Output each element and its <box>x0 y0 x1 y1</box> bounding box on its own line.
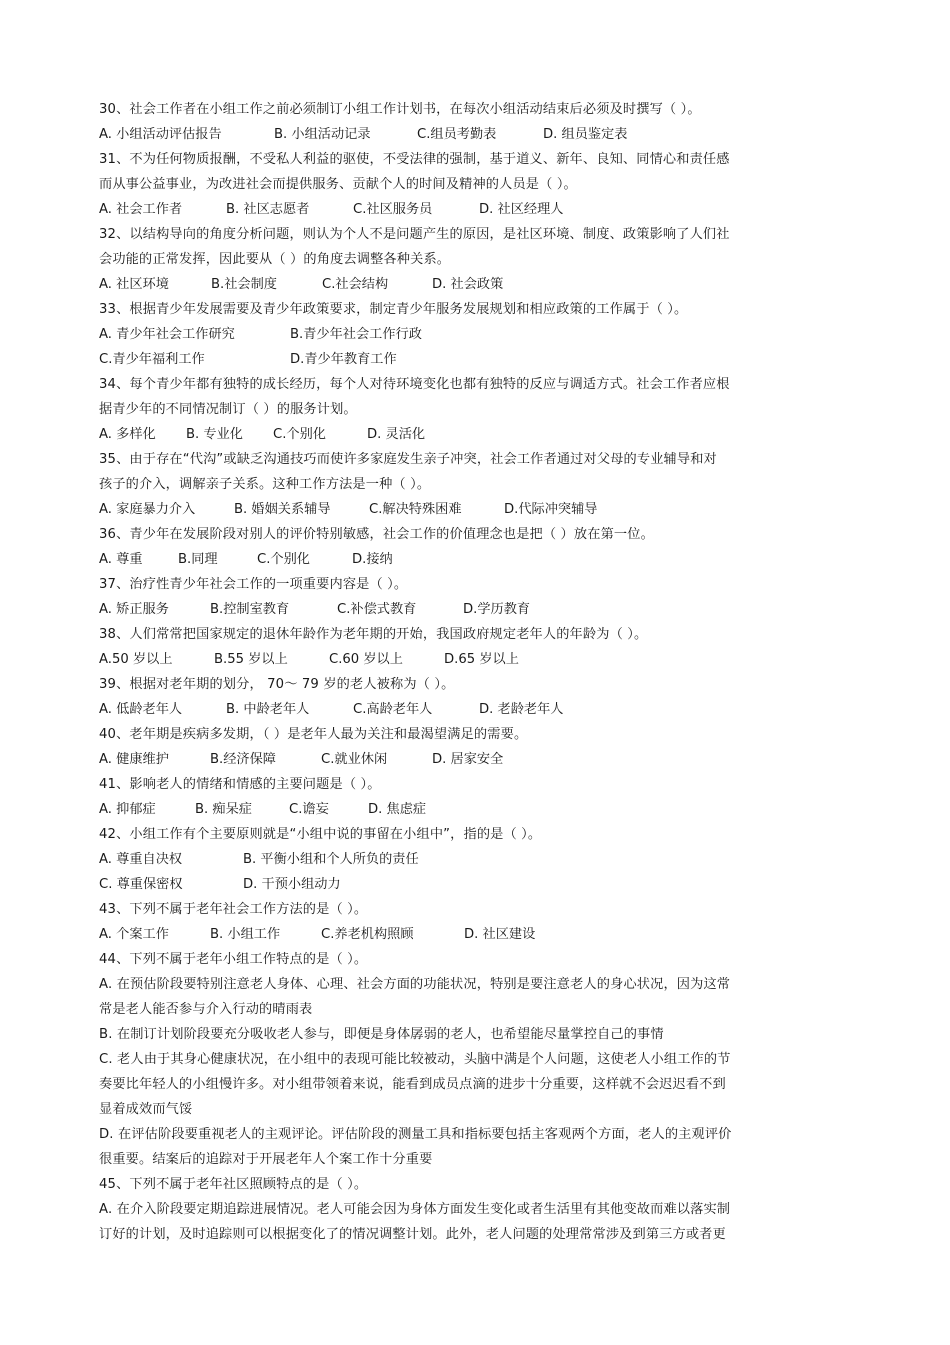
option-b: B. 专业化 <box>186 427 243 442</box>
option-text: A. 在预估阶段要特别注意老人身体、心理、社会方面的功能状况，特别是要注意老人的身心状况，因为这常 <box>99 977 731 992</box>
option-d: D. 干预小组动力 <box>243 877 341 892</box>
option-text: D. 在评估阶段要重视老人的主观评论。评估阶段的测量工具和指标要包括主客观两个方面，老人的主观评价 <box>99 1127 732 1142</box>
option-a: A. 矫正服务 <box>99 602 169 617</box>
option-text: 显着成效而气馁 <box>99 1102 193 1117</box>
option-d: D.65 岁以上 <box>444 652 519 667</box>
option-row <box>99 747 819 772</box>
option-row <box>99 847 819 872</box>
option-b: B. 社区志愿者 <box>226 202 310 217</box>
question-34 <box>99 372 819 447</box>
question-text: 43、下列不属于老年社会工作方法的是（ ）。 <box>99 902 368 917</box>
option-text: 很重要。结案后的追踪对于开展老年人个案工作十分重要 <box>99 1152 433 1167</box>
question-35 <box>99 447 819 522</box>
question-text: 会功能的正常发挥，因此要从（ ）的角度去调整各种关系。 <box>99 252 451 267</box>
question-44 <box>99 947 819 1172</box>
question-text: 据青少年的不同情况制订（ ）的服务计划。 <box>99 402 357 417</box>
option-a: A. 青少年社会工作研究 <box>99 327 235 342</box>
option-c: C.就业休闲 <box>321 752 388 767</box>
option-c: C.组员考勤表 <box>417 127 497 142</box>
question-text: 36、青少年在发展阶段对别人的评价特别敏感，社会工作的价值理念也是把（ ）放在第一位。 <box>99 527 654 542</box>
question-text: 42、小组工作有个主要原则就是“小组中说的事留在小组中”，指的是（ ）。 <box>99 827 542 842</box>
option-row <box>99 422 819 447</box>
option-c: C. 尊重保密权 <box>99 877 183 892</box>
question-text: 而从事公益事业，为改进社会而提供服务、贡献个人的时间及精神的人员是（ ）。 <box>99 177 577 192</box>
option-row <box>99 272 819 297</box>
option-d: D.青少年教育工作 <box>290 352 397 367</box>
option-row <box>99 597 819 622</box>
option-row <box>99 872 819 897</box>
option-a: A.50 岁以上 <box>99 652 173 667</box>
option-b: B.青少年社会工作行政 <box>290 327 422 342</box>
question-32 <box>99 222 819 297</box>
option-c: C.社会结构 <box>322 277 389 292</box>
question-text: 45、下列不属于老年社区照顾特点的是（ ）。 <box>99 1177 368 1192</box>
question-text: 38、人们常常把国家规定的退休年龄作为老年期的开始，我国政府规定老年人的年龄为（ ）。 <box>99 627 648 642</box>
option-d: D. 社会政策 <box>432 277 504 292</box>
option-row <box>99 647 819 672</box>
option-row <box>99 122 819 147</box>
option-row <box>99 797 819 822</box>
option-row <box>99 322 819 347</box>
option-row <box>99 347 819 372</box>
option-a: A. 小组活动评估报告 <box>99 127 222 142</box>
question-30 <box>99 97 819 147</box>
option-row <box>99 497 819 522</box>
option-a: A. 家庭暴力介入 <box>99 502 196 517</box>
option-b: B. 痴呆症 <box>195 802 252 817</box>
option-c: C.个别化 <box>257 552 310 567</box>
option-d: D. 焦虑症 <box>368 802 427 817</box>
option-d: D.代际冲突辅导 <box>504 502 598 517</box>
option-b: B.社会制度 <box>211 277 277 292</box>
option-row <box>99 922 819 947</box>
question-text: 34、每个青少年都有独特的成长经历，每个人对待环境变化也都有独特的反应与调适方式。社会工作者应根 <box>99 377 730 392</box>
option-d: D. 老龄老年人 <box>479 702 564 717</box>
option-a: A. 低龄老年人 <box>99 702 183 717</box>
option-b: B. 平衡小组和个人所负的责任 <box>243 852 419 867</box>
option-b: B. 婚姻关系辅导 <box>234 502 331 517</box>
question-40 <box>99 722 819 772</box>
question-31 <box>99 147 819 222</box>
question-text: 30、社会工作者在小组工作之前必须制订小组工作计划书，在每次小组活动结束后必须及时撰写（ ）。 <box>99 102 701 117</box>
question-42 <box>99 822 819 897</box>
option-c: C.60 岁以上 <box>329 652 403 667</box>
option-c: C.高龄老年人 <box>353 702 433 717</box>
option-text: B. 在制订计划阶段要充分吸收老人参与，即便是身体孱弱的老人，也希望能尽量掌控自己的事情 <box>99 1027 664 1042</box>
option-b: B. 小组活动记录 <box>274 127 371 142</box>
option-d: D. 社区经理人 <box>479 202 564 217</box>
option-c: C.青少年福利工作 <box>99 352 205 367</box>
option-c: C.养老机构照顾 <box>321 927 414 942</box>
option-b: B.55 岁以上 <box>214 652 288 667</box>
option-text: A. 在介入阶段要定期追踪进展情况。老人可能会因为身体方面发生变化或者生活里有其他变故而难以落实制 <box>99 1202 731 1217</box>
question-text: 31、不为任何物质报酬，不受私人利益的驱使，不受法律的强制，基于道义、新年、良知、同情心和责任感 <box>99 152 730 167</box>
option-b: B. 小组工作 <box>210 927 281 942</box>
question-43 <box>99 897 819 947</box>
option-c: C.解决特殊困难 <box>369 502 462 517</box>
option-row <box>99 197 819 222</box>
option-c: C.个别化 <box>273 427 326 442</box>
option-a: A. 社会工作者 <box>99 202 183 217</box>
question-45 <box>99 1172 819 1247</box>
question-text: 33、根据青少年发展需要及青少年政策要求，制定青少年服务发展规划和相应政策的工作属于（ ）。 <box>99 302 688 317</box>
option-a: A. 尊重 <box>99 552 143 567</box>
question-41 <box>99 772 819 822</box>
option-b: B.经济保障 <box>210 752 276 767</box>
question-38 <box>99 622 819 672</box>
question-text: 39、根据对老年期的划分， 70～ 79 岁的老人被称为（ ）。 <box>99 677 455 692</box>
question-text: 41、影响老人的情绪和情感的主要问题是（ ）。 <box>99 777 381 792</box>
exam-page <box>99 97 819 1247</box>
option-a: A. 多样化 <box>99 427 156 442</box>
option-row <box>99 697 819 722</box>
option-a: A. 抑郁症 <box>99 802 156 817</box>
question-text: 40、老年期是疾病多发期，（ ）是老年人最为关注和最渴望满足的需要。 <box>99 727 528 742</box>
option-d: D. 灵活化 <box>367 427 426 442</box>
option-a: A. 尊重自决权 <box>99 852 183 867</box>
option-text: 常是老人能否参与介入行动的晴雨表 <box>99 1002 313 1017</box>
option-d: D. 社区建设 <box>464 927 536 942</box>
question-39 <box>99 672 819 722</box>
question-text: 孩子的介入，调解亲子关系。这种工作方法是一种（ ）。 <box>99 477 431 492</box>
option-a: A. 社区环境 <box>99 277 169 292</box>
option-a: A. 个案工作 <box>99 927 169 942</box>
question-text: 37、治疗性青少年社会工作的一项重要内容是（ ）。 <box>99 577 408 592</box>
option-text: C. 老人由于其身心健康状况，在小组中的表现可能比较被动，头脑中满是个人问题，这使老人小组工作的节 <box>99 1052 731 1067</box>
option-c: C.社区服务员 <box>353 202 433 217</box>
option-c: C.补偿式教育 <box>337 602 417 617</box>
question-36 <box>99 522 819 572</box>
question-33 <box>99 297 819 372</box>
option-d: D. 组员鉴定表 <box>543 127 628 142</box>
option-b: B. 中龄老年人 <box>226 702 310 717</box>
question-text: 44、下列不属于老年小组工作特点的是（ ）。 <box>99 952 368 967</box>
option-text: 订好的计划，及时追踪则可以根据变化了的情况调整计划。此外，老人问题的处理常常涉及到第三方或者更 <box>99 1227 726 1242</box>
option-d: D. 居家安全 <box>432 752 504 767</box>
question-text: 35、由于存在“代沟”或缺乏沟通技巧而使许多家庭发生亲子冲突，社会工作者通过对父母的专业辅导和对 <box>99 452 717 467</box>
option-a: A. 健康维护 <box>99 752 169 767</box>
option-b: B.控制室教育 <box>210 602 290 617</box>
option-c: C.谵妄 <box>289 802 329 817</box>
option-row <box>99 547 819 572</box>
option-d: D.学历教育 <box>463 602 531 617</box>
option-d: D.接纳 <box>352 552 393 567</box>
option-text: 奏要比年轻人的小组慢许多。对小组带领着来说，能看到成员点滴的进步十分重要，这样就不会迟迟看不到 <box>99 1077 726 1092</box>
option-b: B.同理 <box>178 552 218 567</box>
question-37 <box>99 572 819 622</box>
question-text: 32、以结构导向的角度分析问题，则认为个人不是问题产生的原因，是社区环境、制度、政策影响了人们社 <box>99 227 730 242</box>
